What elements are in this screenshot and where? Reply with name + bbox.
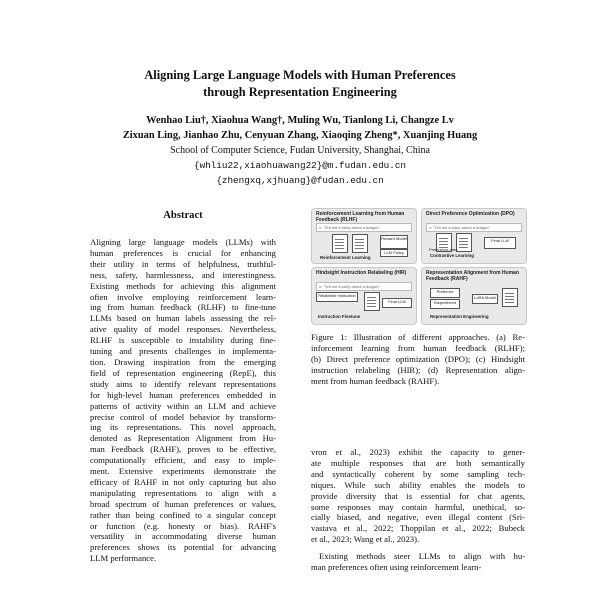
abstract-line: precise control of model behavior by transform- bbox=[90, 411, 276, 422]
abstract-line: LLMs based on human labels assessing the rel- bbox=[90, 313, 276, 324]
abstract-line: patterns of activity within an LLM and achieve bbox=[90, 400, 276, 411]
panel-hir-title: Hindsight Instruction Relabeling (HIR) bbox=[316, 270, 407, 276]
panel-rahf-label: Representation Engineering bbox=[430, 314, 489, 319]
right-column-paragraph-2 bbox=[311, 551, 525, 573]
panel-hir-prompt: x: "Tell me a story about a dragon" bbox=[316, 282, 412, 291]
abstract-line: ness, safety, harmlessness, and interestingness. bbox=[90, 269, 276, 280]
final-llm-box: Final LLM bbox=[484, 237, 516, 249]
abstract-line: ing its representations. This novel approach, bbox=[90, 422, 276, 433]
abstract-line: human preferences is crucial for enhancing bbox=[90, 247, 276, 258]
figure-aux-pref-data: Preference data bbox=[429, 247, 458, 252]
panel-dpo-prompt: x: "Tell me a story about a dragon" bbox=[426, 223, 522, 232]
paper-title-line-2: through Representation Engineering bbox=[203, 85, 397, 99]
right-text-line: some responses may contain harmful, unethical, so- bbox=[311, 501, 525, 512]
abstract-line: Existing methods for achieving this alignment bbox=[90, 280, 276, 291]
caption-line: (b) Direct preference optimization (DPO); (c) Hindsight bbox=[311, 353, 525, 364]
abstract-line: field of representation engineering (RepE), this bbox=[90, 367, 276, 378]
abstract-line: efficacy of RAHF in not only capturing but also bbox=[90, 476, 276, 487]
abstract-line: rather than being confined to a singular concept bbox=[90, 509, 276, 520]
abstract-line: manipulating representations to align with a bbox=[90, 487, 276, 498]
final-llm-box: Final LLM bbox=[382, 298, 412, 308]
figure-panel-rlhf bbox=[311, 208, 417, 264]
lora-model-box: LoRA Model bbox=[472, 294, 498, 304]
figure-caption bbox=[311, 332, 525, 387]
policy-box: LLM Policy bbox=[380, 249, 408, 257]
abstract-line: RLHF is susceptible to instability during fine- bbox=[90, 335, 276, 346]
authors-line-2: Zixuan Ling, Jianhao Zhu, Cenyuan Zhang, Xiaoqing Zheng*, Xuanjing Huang bbox=[122, 130, 478, 141]
response-doc-icon bbox=[352, 234, 368, 253]
abstract-line: for high-level human preferences embedded in bbox=[90, 389, 276, 400]
abstract-line: tion. Drawing inspiration from the emerging bbox=[90, 356, 276, 367]
panel-rlhf-title: Reinforcement Learning from Human Feedback (RLHF) bbox=[316, 211, 405, 223]
panel-rahf-title: Representation Alignment from Human Feedback (RAHF) bbox=[426, 270, 519, 282]
abstract-line: versatility in accommodating diverse human bbox=[90, 531, 276, 542]
figure-panel-dpo bbox=[421, 208, 527, 264]
right-text-line: and syntactically coherent by some sampling tech- bbox=[311, 468, 525, 479]
panel-hir-label: Instruction Finetune bbox=[318, 314, 361, 319]
abstract-line: ment. Extensive experiments demonstrate the bbox=[90, 466, 276, 477]
email-line-1: {whliu22,xiaohuawang22}@m.fudan.edu.cn bbox=[193, 160, 406, 171]
affiliation: School of Computer Science, Fudan University, Shanghai, China bbox=[170, 145, 430, 156]
right-text-line: cially biased, and negative, even illegal content (Sri- bbox=[311, 512, 525, 523]
right-text-line: Existing methods steer LLMs to align with hu- bbox=[319, 551, 525, 561]
figure-panel-rahf bbox=[421, 267, 527, 325]
right-text-line: et al., 2023; Wang et al., 2023). bbox=[311, 534, 420, 545]
email-line-2: {zhengxq,xjhuang}@fudan.edu.cn bbox=[216, 175, 384, 186]
dispreferred-box: Dispreferred bbox=[430, 299, 460, 309]
caption-line: Figure 1: Illustration of different approaches. (a) Re- bbox=[311, 332, 525, 342]
right-text-line: niques. While such ability enables the models to bbox=[311, 479, 525, 490]
paper-title-line-1: Aligning Large Language Models with Human Preferences bbox=[144, 68, 456, 82]
right-column-paragraph-1 bbox=[311, 447, 525, 545]
relabeled-instruction-box: Relabeled Instruction bbox=[316, 292, 358, 302]
abstract-line: their utility in terms of helpfulness, truthful- bbox=[90, 258, 276, 269]
abstract-body bbox=[90, 237, 276, 564]
abstract-line: ing from human feedback (RLHF) to fine-tune bbox=[90, 302, 276, 313]
authors-line-1: Wenhao Liu†, Xiaohua Wang†, Muling Wu, Tianlong Li, Changze Lv bbox=[146, 115, 454, 126]
right-text-line: vastava et al., 2022; Thoppilan et al., 2022; Bubeck bbox=[311, 523, 525, 534]
caption-line: inforcement learning from human feedback (RLHF); bbox=[311, 342, 525, 353]
panel-dpo-label: Contrastive Learning bbox=[430, 253, 474, 258]
preferred-box: Preferred bbox=[430, 288, 460, 298]
abstract-line: tuning and presents challenges in implementa- bbox=[90, 346, 276, 357]
panel-rlhf-label: Reinforcement Learning bbox=[320, 255, 371, 260]
abstract-line: often involve employing reinforcement learn- bbox=[90, 291, 276, 302]
abstract-line: computationally efficient, and easy to imple- bbox=[90, 455, 276, 466]
abstract-line: Aligning large language models (LLMs) with bbox=[90, 237, 276, 247]
reward-model-box: Reward Model bbox=[380, 235, 408, 249]
right-text-line: ate multiple responses that are both semantically bbox=[311, 457, 525, 468]
abstract-line: LLM performance. bbox=[90, 553, 157, 564]
abstract-line: broad spectrum of human preferences or values, bbox=[90, 498, 276, 509]
abstract-heading: Abstract bbox=[163, 210, 203, 221]
figure-panel-hir bbox=[311, 267, 417, 325]
abstract-line: ative quality of model responses. Nevertheless, bbox=[90, 324, 276, 335]
panel-dpo-title: Direct Preference Optimization (DPO) bbox=[426, 211, 515, 217]
abstract-line: denoted as Representation Alignment from Hu- bbox=[90, 433, 276, 444]
response-doc-icon bbox=[364, 292, 380, 311]
right-text-line: man preferences often using reinforcement learn- bbox=[311, 561, 482, 572]
response-doc-icon bbox=[332, 234, 348, 253]
caption-line: ment from human feedback (RAHF). bbox=[311, 375, 440, 386]
caption-line: instruction relabeling (HIR); (d) Representation align- bbox=[311, 364, 525, 375]
response-doc-icon bbox=[502, 288, 518, 307]
abstract-line: or function (e.g. honesty or bias). RAHF's bbox=[90, 520, 276, 531]
panel-rlhf-prompt: x: "Tell me a story about a dragon" bbox=[316, 223, 412, 232]
right-text-line: vron et al., 2023) exhibit the capacity to gener- bbox=[311, 447, 525, 457]
right-text-line: provide diversity that is essential for chat agents, bbox=[311, 490, 525, 501]
abstract-line: man Feedback (RAHF), proves to be effective, bbox=[90, 444, 276, 455]
response-doc-icon bbox=[456, 233, 472, 252]
abstract-line: preferences shows its potential for advancing bbox=[90, 542, 276, 553]
abstract-line: study aims to identify relevant representations bbox=[90, 378, 276, 389]
